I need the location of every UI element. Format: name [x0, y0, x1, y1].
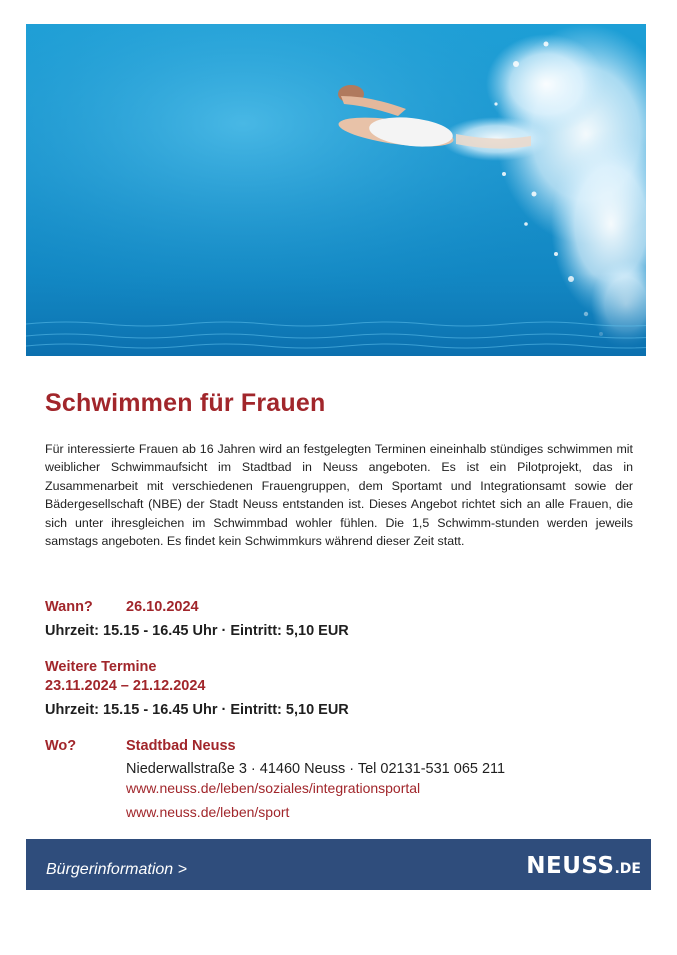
sport-link[interactable]: www.neuss.de/leben/sport [126, 804, 290, 820]
venue-address: Niederwallstraße 3 · 41460 Neuss · Tel 02131-531 065 211 [126, 761, 506, 777]
integration-portal-link[interactable]: www.neuss.de/leben/soziales/integrationsportal [126, 780, 421, 796]
further-dates-range: 23.11.2024 – 21.12.2024 [45, 678, 206, 694]
logo-main-text: NEUSS [526, 853, 615, 879]
when-label: Wann? [45, 599, 93, 615]
where-label: Wo? [45, 738, 77, 754]
page-title: Schwimmen für Frauen [45, 389, 326, 417]
citizen-information-link[interactable]: Bürgerinformation > [46, 861, 187, 878]
swimmer-underwater-illustration [26, 24, 646, 356]
event-date: 26.10.2024 [126, 599, 199, 615]
intro-paragraph: Für interessierte Frauen ab 16 Jahren wird an festgelegten Terminen eineinhalb stündiges schwimmen mit weiblicher Schwimmaufsicht im Stadtbad in Neuss angeboten. Es ist ein Pilotprojekt, das in Zusammenarbeit mit verschiedenen Frauengruppen, dem Sportamt und Integrationsamt sowie der Bädergesellschaft (NBE) der Stadt Neuss entstanden ist. Dieses Angebot richtet sich an alle Frauen, die sich unter ihresgleichen im Schwimmbad wohler fühlen. Die 1,5 Schwimm-stunden werden jeweils samstags angeboten. Es findet kein Schwimmkurs während dieser Zeit statt. [45, 442, 633, 549]
further-dates-label: Weitere Termine [45, 659, 157, 675]
further-time-and-price: Uhrzeit: 15.15 - 16.45 Uhr · Eintritt: 5,10 EUR [45, 702, 349, 718]
hero-image [26, 24, 646, 356]
venue-name: Stadtbad Neuss [126, 738, 236, 754]
logo-suffix-text: .DE [614, 861, 641, 877]
neuss-logo [526, 853, 641, 879]
footer-bar [26, 839, 651, 890]
time-and-price: Uhrzeit: 15.15 - 16.45 Uhr · Eintritt: 5,10 EUR [45, 623, 349, 639]
